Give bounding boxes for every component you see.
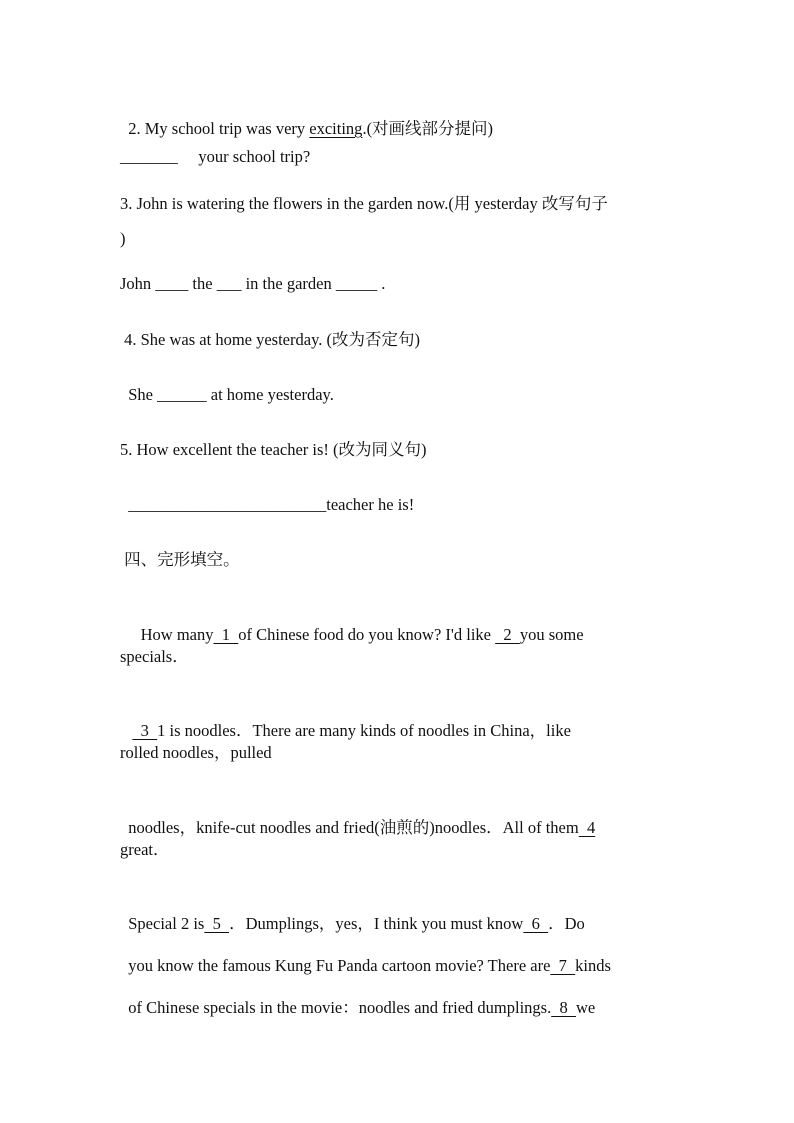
cloze-text: we [575, 998, 596, 1017]
cloze-line-4: rolled noodles，pulled [120, 743, 272, 762]
section-heading: 四、完形填空。 [120, 550, 240, 569]
cloze-text: noodles，knife-cut noodles and fried(油煎的)noodles．All of them [128, 818, 579, 837]
blank-4: 4 [578, 818, 596, 837]
q2-prompt [120, 99, 493, 139]
cloze-text: 1 is noodles．There are many kinds of noodles in China，like [157, 721, 571, 740]
cloze-text: ．Do [548, 914, 585, 933]
blank-2: 2 [495, 625, 520, 644]
cloze-text: of Chinese food do you know? I'd like [238, 625, 496, 644]
cloze-text: ．Dumplings，yes，I think you must know [229, 914, 524, 933]
cloze-line-3 [120, 701, 571, 741]
blank-7: 7 [550, 956, 576, 975]
cloze-line-8 [120, 936, 611, 976]
blank-5: 5 [204, 914, 230, 933]
cloze-line-1 [120, 605, 584, 645]
cloze-text: you know the famous Kung Fu Panda cartoon movie? There are [128, 956, 551, 975]
cloze-text: kinds [575, 956, 611, 975]
q2-prefix: 2. My school trip was very [128, 119, 310, 138]
q2-underlined-word: exciting [309, 119, 363, 138]
cloze-line-5 [120, 798, 595, 838]
cloze-line-6: great． [120, 840, 170, 859]
blank-8: 8 [551, 998, 576, 1017]
cloze-line-2: specials． [120, 647, 189, 666]
cloze-text: Special 2 is [128, 914, 205, 933]
cloze-text: of Chinese specials in the movie：noodles and fried dumplings. [128, 998, 552, 1017]
q5-answer-line: ________________________teacher he is! [120, 495, 415, 514]
cloze-line-7 [120, 894, 585, 934]
cloze-text: How many [128, 625, 214, 644]
blank-1: 1 [213, 625, 239, 644]
q2-answer-line: _______ your school trip? [120, 147, 311, 166]
q4-answer-line: She ______ at home yesterday. [120, 385, 334, 404]
q3-answer-line: John ____ the ___ in the garden _____ . [120, 274, 386, 293]
blank-6: 6 [523, 914, 549, 933]
cloze-text: you some [519, 625, 584, 644]
q3-prompt-continued: ) [120, 229, 126, 248]
blank-3: 3 [132, 721, 158, 740]
q5-prompt: 5. How excellent the teacher is! (改为同义句) [120, 440, 427, 459]
cloze-line-9 [120, 978, 595, 1018]
q3-prompt: 3. John is watering the flowers in the garden now.(用 yesterday 改写句子 [120, 194, 608, 213]
q4-prompt: 4. She was at home yesterday. (改为否定句) [120, 330, 420, 349]
q2-suffix: .(对画线部分提问) [362, 119, 494, 138]
